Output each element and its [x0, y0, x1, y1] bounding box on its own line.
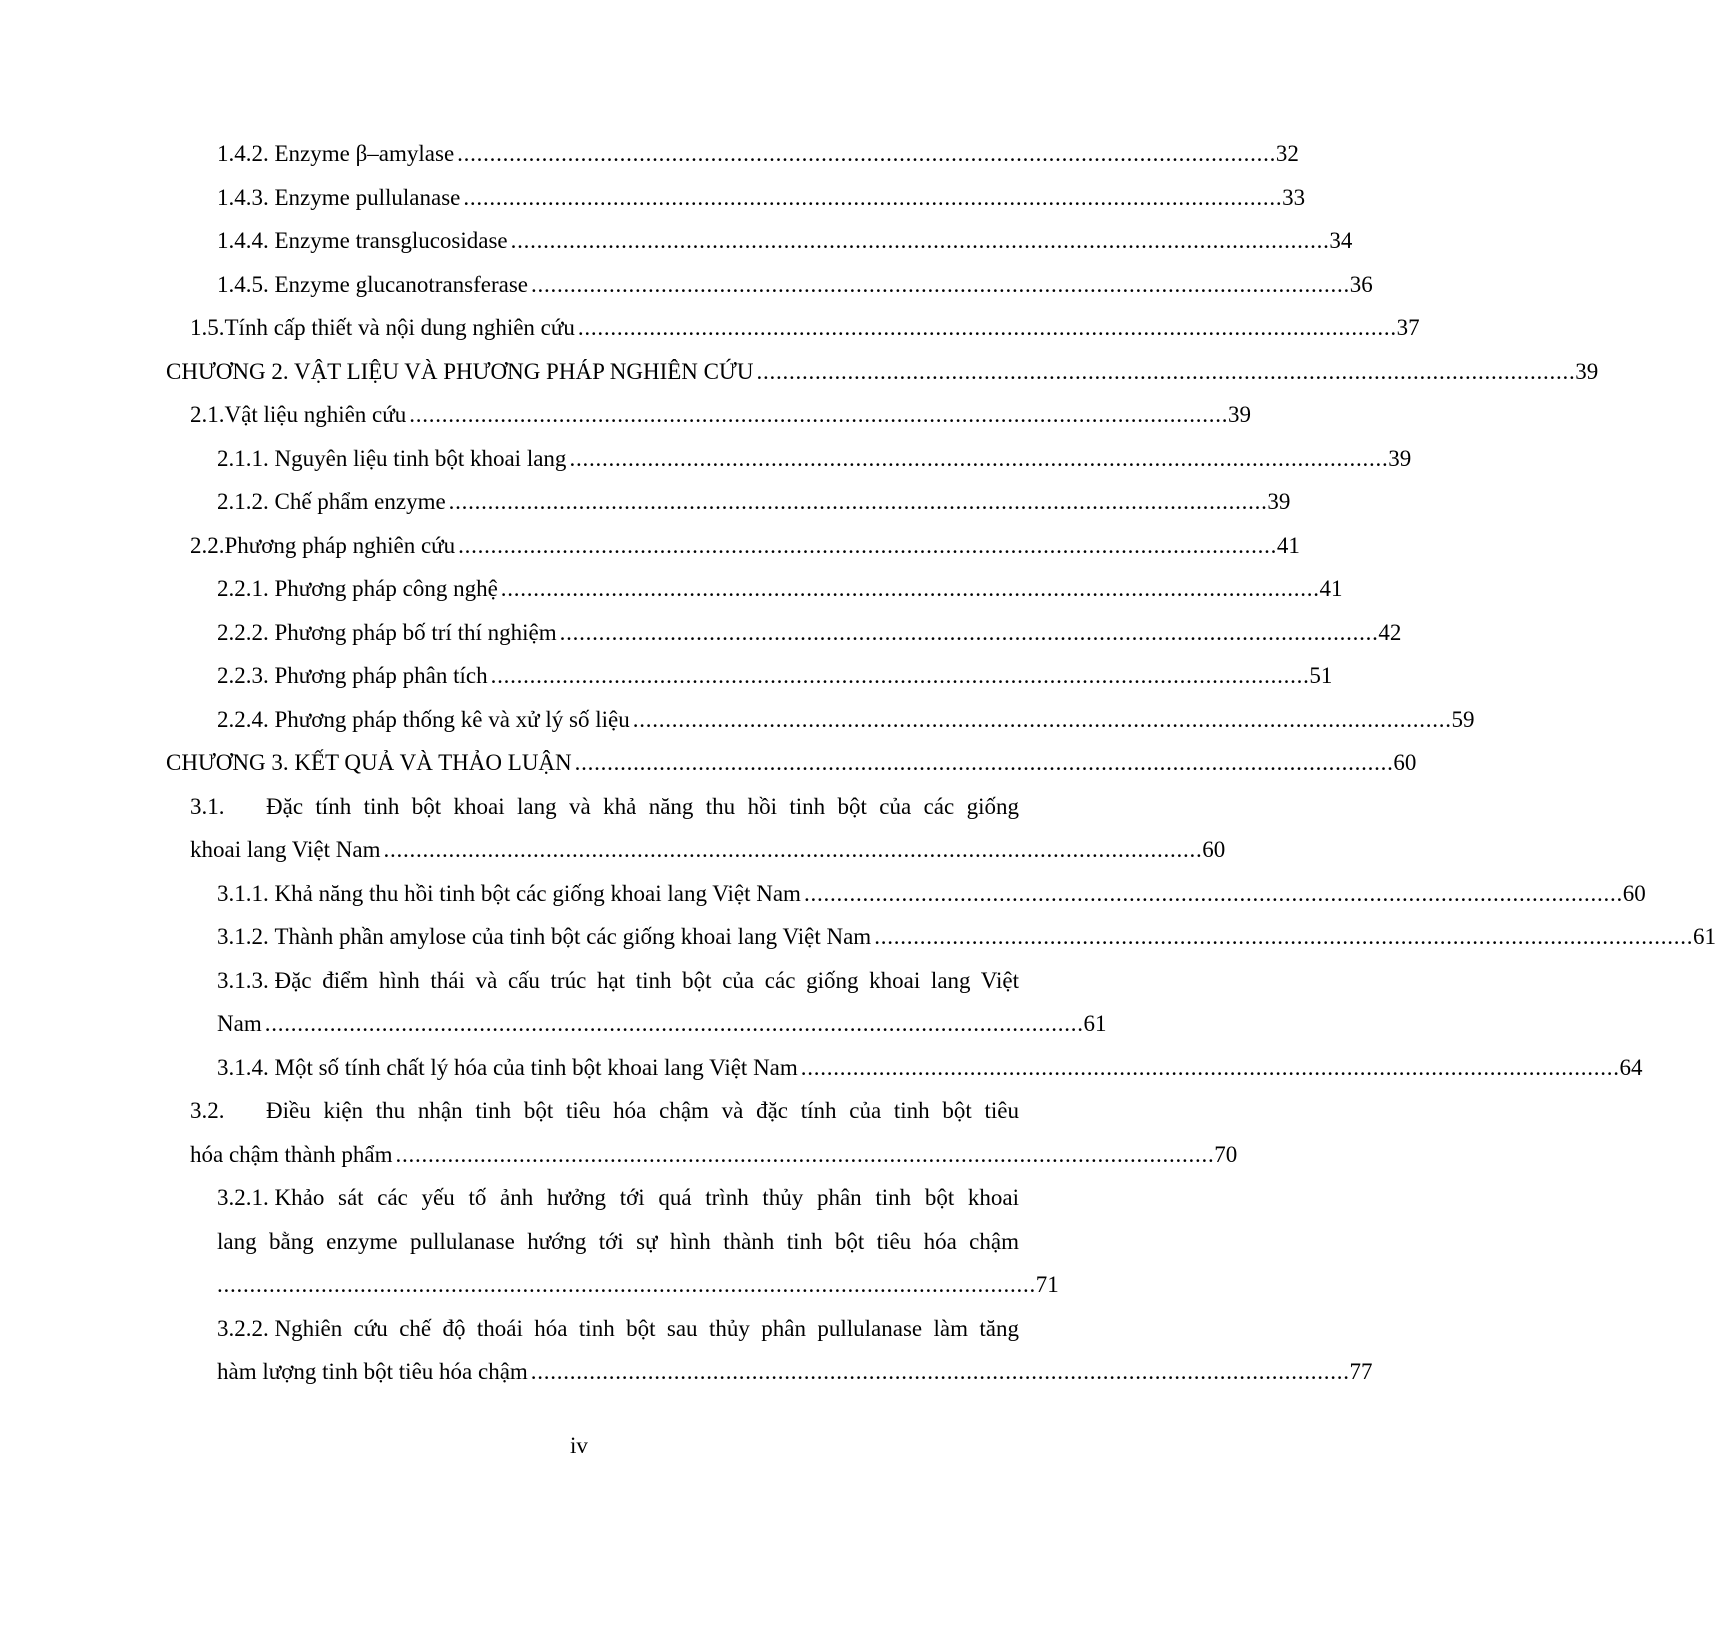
toc-entry-number: 3.2.: [190, 1098, 225, 1123]
toc-entry[interactable]: [166, 611, 1402, 655]
toc-entry-number: 1.4.3.: [217, 184, 269, 210]
toc-entry-page: 39: [1267, 489, 1291, 514]
toc-entry-number: 2.1.: [190, 402, 225, 427]
dot-leader: [458, 524, 1274, 568]
toc-entry-number: 1.4.2.: [217, 141, 269, 166]
dot-leader: [501, 567, 1317, 611]
toc-entry[interactable]: [166, 1089, 1238, 1176]
toc-entry-title-line1: Nghiên cứu chế độ thoái hóa tinh bột sau thủy phân pullulanase làm tăng: [274, 1315, 1019, 1341]
toc-entry-page: 64: [1619, 1054, 1643, 1080]
toc-entry[interactable]: [166, 393, 1251, 437]
toc-entry-title-line1: Điều kiện thu nhận tinh bột tiêu hóa chậm và đặc tính của tinh bột tiêu: [266, 1098, 1019, 1123]
toc-entry[interactable]: [166, 176, 1306, 220]
toc-entry[interactable]: [166, 915, 1716, 959]
toc-entry-title: Phương pháp thống kê và xử lý số liệu: [274, 706, 630, 732]
toc-entry-title-line2: hóa chậm thành phẩm: [190, 1141, 393, 1167]
toc-entry[interactable]: [166, 1307, 1373, 1394]
toc-entry-number: 3.1.3.: [217, 967, 269, 993]
toc-entry[interactable]: [166, 437, 1412, 481]
toc-entry[interactable]: [166, 524, 1300, 568]
dot-leader: [491, 654, 1307, 698]
toc-entry-page: 51: [1309, 663, 1333, 688]
toc-entry-title-line1: Đặc tính tinh bột khoai lang và khả năng thu hồi tinh bột của các giống: [266, 793, 1019, 819]
toc-entry-page: 32: [1275, 141, 1299, 166]
toc-entry-page: 34: [1329, 228, 1353, 253]
dot-leader: [217, 1263, 1033, 1307]
toc-entry-title-line2: lang bằng enzyme pullulanase hướng tới sự hình thành tinh bột tiêu hóa chậm: [217, 1228, 1019, 1254]
toc-entry-number: 3.1.: [190, 793, 225, 819]
toc-entry-title: Enzyme pullulanase: [274, 184, 461, 210]
toc-entry-title-line2: Nam: [217, 1011, 262, 1036]
toc-entry-page: 39: [1575, 358, 1599, 384]
dot-leader: [874, 915, 1690, 959]
page-number-footer: iv: [570, 1433, 588, 1458]
toc-entry-title: Phương pháp phân tích: [274, 663, 488, 688]
dot-leader: [409, 393, 1225, 437]
toc-entry-title-line2: khoai lang Việt Nam: [190, 837, 381, 862]
dot-leader: [569, 437, 1385, 481]
toc-entry-number: 2.1.2.: [217, 489, 269, 514]
toc-chapter-entry[interactable]: [166, 741, 1417, 785]
toc-entry-number: 2.2.3.: [217, 663, 269, 688]
toc-entry-page: 59: [1451, 706, 1475, 732]
toc-entry-page: 39: [1388, 445, 1412, 471]
toc-entry-title-line2: hàm lượng tinh bột tiêu hóa chậm: [217, 1359, 528, 1384]
toc-entry-title: Thành phần amylose của tinh bột các giống khoai lang Việt Nam: [274, 924, 872, 949]
dot-leader: [633, 698, 1449, 742]
toc-entry-title: Vật liệu nghiên cứu: [224, 402, 407, 427]
toc-entry-title: Một số tính chất lý hóa của tinh bột khoai lang Việt Nam: [274, 1054, 798, 1080]
toc-entry[interactable]: [166, 1046, 1643, 1090]
toc-entry[interactable]: [166, 698, 1475, 742]
toc-entry-title: Phương pháp công nghệ: [274, 576, 498, 601]
toc-entry-page: 71: [1035, 1272, 1059, 1297]
toc-entry-page: 33: [1282, 184, 1306, 210]
toc-entry-page: 60: [1393, 750, 1417, 775]
toc-entry[interactable]: [166, 567, 1343, 611]
toc-entry-number: 3.1.1.: [217, 880, 269, 906]
toc-entry-page: 41: [1319, 576, 1343, 601]
dot-leader: [511, 219, 1327, 263]
toc-entry-title: Nguyên liệu tinh bột khoai lang: [274, 445, 567, 471]
dot-leader: [463, 176, 1279, 220]
toc-entry[interactable]: [166, 959, 1107, 1046]
toc-entry-page: 37: [1396, 315, 1420, 340]
toc-entry[interactable]: [166, 785, 1226, 872]
toc-entry-title: Enzyme β–amylase: [274, 141, 455, 166]
toc-entry-page: 60: [1622, 880, 1646, 906]
toc-entry-number: 2.1.1.: [217, 445, 269, 471]
toc-entry[interactable]: [166, 219, 1353, 263]
toc-entry-number: 2.2.2.: [217, 619, 269, 645]
toc-entry-page: 42: [1378, 619, 1402, 645]
toc-entry[interactable]: [166, 132, 1299, 176]
dot-leader: [575, 741, 1391, 785]
dot-leader: [578, 306, 1394, 350]
dot-leader: [383, 828, 1199, 872]
toc-entry-title: Chế phẩm enzyme: [274, 489, 446, 514]
toc-entry-page: 39: [1227, 402, 1251, 427]
toc-entry-number: 3.2.1.: [217, 1185, 269, 1210]
toc-entry-title: Tính cấp thiết và nội dung nghiên cứu: [224, 315, 575, 340]
dot-leader: [265, 1002, 1081, 1046]
toc-entry-page: 41: [1276, 532, 1300, 558]
toc-entry-page: 60: [1202, 837, 1226, 862]
toc-entry-title: Khả năng thu hồi tinh bột các giống khoai lang Việt Nam: [274, 880, 801, 906]
toc-entry-title-line1: Khảo sát các yếu tố ảnh hưởng tới quá trình thủy phân tinh bột khoai: [274, 1185, 1019, 1210]
toc-entry[interactable]: [166, 1176, 1059, 1307]
toc-entry-number: 3.1.4.: [217, 1054, 269, 1080]
toc-entry-number: 3.1.2.: [217, 924, 269, 949]
toc-entry-number: 2.2.: [190, 532, 225, 558]
toc-entry-title: CHƯƠNG 2. VẬT LIỆU VÀ PHƯƠNG PHÁP NGHIÊN CỨU: [166, 358, 754, 384]
toc-chapter-entry[interactable]: [166, 350, 1599, 394]
toc-entry-number: 2.2.4.: [217, 706, 269, 732]
dot-leader: [756, 350, 1572, 394]
toc-entry-page: 77: [1349, 1359, 1373, 1384]
table-of-contents: [166, 132, 1716, 1394]
toc-entry-page: 61: [1083, 1011, 1107, 1036]
toc-entry-number: 1.4.4.: [217, 228, 269, 253]
toc-entry-title-line1: Đặc điểm hình thái và cấu trúc hạt tinh bột của các giống khoai lang Việt: [274, 967, 1019, 993]
toc-entry-page: 70: [1214, 1141, 1238, 1167]
toc-entry[interactable]: [166, 480, 1291, 524]
dot-leader: [531, 263, 1347, 307]
dot-leader: [804, 872, 1620, 916]
toc-entry-number: 1.5.: [190, 315, 225, 340]
dot-leader: [395, 1133, 1211, 1177]
toc-entry-page: 36: [1349, 271, 1373, 297]
toc-entry-title: Enzyme transglucosidase: [274, 228, 508, 253]
dot-leader: [560, 611, 1376, 655]
toc-entry-number: 2.2.1.: [217, 576, 269, 601]
toc-entry[interactable]: [166, 263, 1373, 307]
dot-leader: [449, 480, 1265, 524]
toc-entry-number: 1.4.5.: [217, 271, 269, 297]
dot-leader: [457, 132, 1273, 176]
dot-leader: [801, 1046, 1617, 1090]
toc-entry-title: Enzyme glucanotransferase: [274, 271, 529, 297]
toc-entry-title: Phương pháp bố trí thí nghiệm: [274, 619, 557, 645]
toc-entry-number: 3.2.2.: [217, 1315, 269, 1341]
toc-entry-title: CHƯƠNG 3. KẾT QUẢ VÀ THẢO LUẬN: [166, 750, 572, 775]
dot-leader: [531, 1350, 1347, 1394]
toc-entry-title: Phương pháp nghiên cứu: [224, 532, 456, 558]
toc-entry-page: 61: [1692, 924, 1716, 949]
toc-entry[interactable]: [166, 654, 1333, 698]
toc-entry[interactable]: [166, 872, 1646, 916]
toc-entry[interactable]: [166, 306, 1420, 350]
